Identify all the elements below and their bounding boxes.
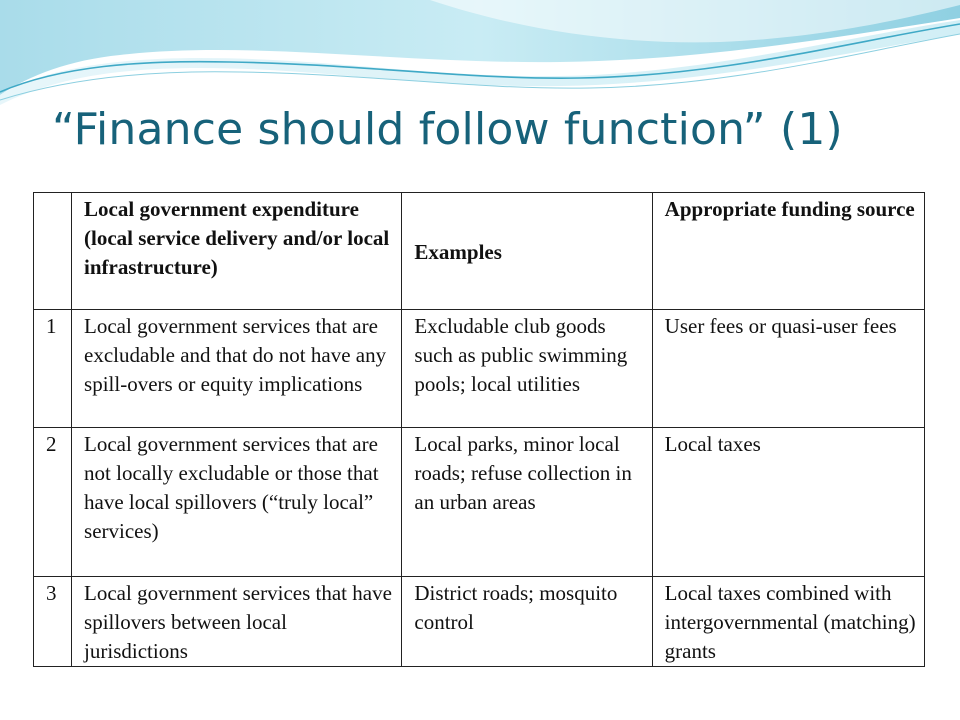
header-number [34,193,72,310]
row-examples: Excludable club goods such as public swimming pools; local utilities [402,310,652,428]
row-expenditure: Local government services that are excludable and that do not have any spill-overs or equity implications [72,310,402,428]
row-number: 1 [34,310,72,428]
header-wave-decoration [0,0,960,110]
table-row [34,576,925,666]
funding-table [33,192,925,667]
row-examples: District roads; mosquito control [402,576,652,666]
row-expenditure: Local government services that have spillovers between local jurisdictions [72,576,402,666]
row-expenditure: Local government services that are not locally excludable or those that have local spillovers (“truly local” services) [72,428,402,576]
table-row [34,428,925,576]
header-expenditure [72,193,402,310]
header-examples: Examples [402,193,652,310]
row-number: 2 [34,428,72,576]
row-number: 3 [34,576,72,666]
table-header-row [34,193,925,310]
header-funding: Appropriate funding source [652,193,924,310]
row-examples: Local parks, minor local roads; refuse collection in an urban areas [402,428,652,576]
slide-title: “Finance should follow function” (1) [52,104,843,155]
row-funding: Local taxes [652,428,924,576]
header-expenditure-label: Local government expenditure (local service delivery and/or local infrastructure) [84,197,390,279]
row-funding: Local taxes combined with intergovernmental (matching) grants [652,576,924,666]
row-funding: User fees or quasi-user fees [652,310,924,428]
table-row [34,310,925,428]
